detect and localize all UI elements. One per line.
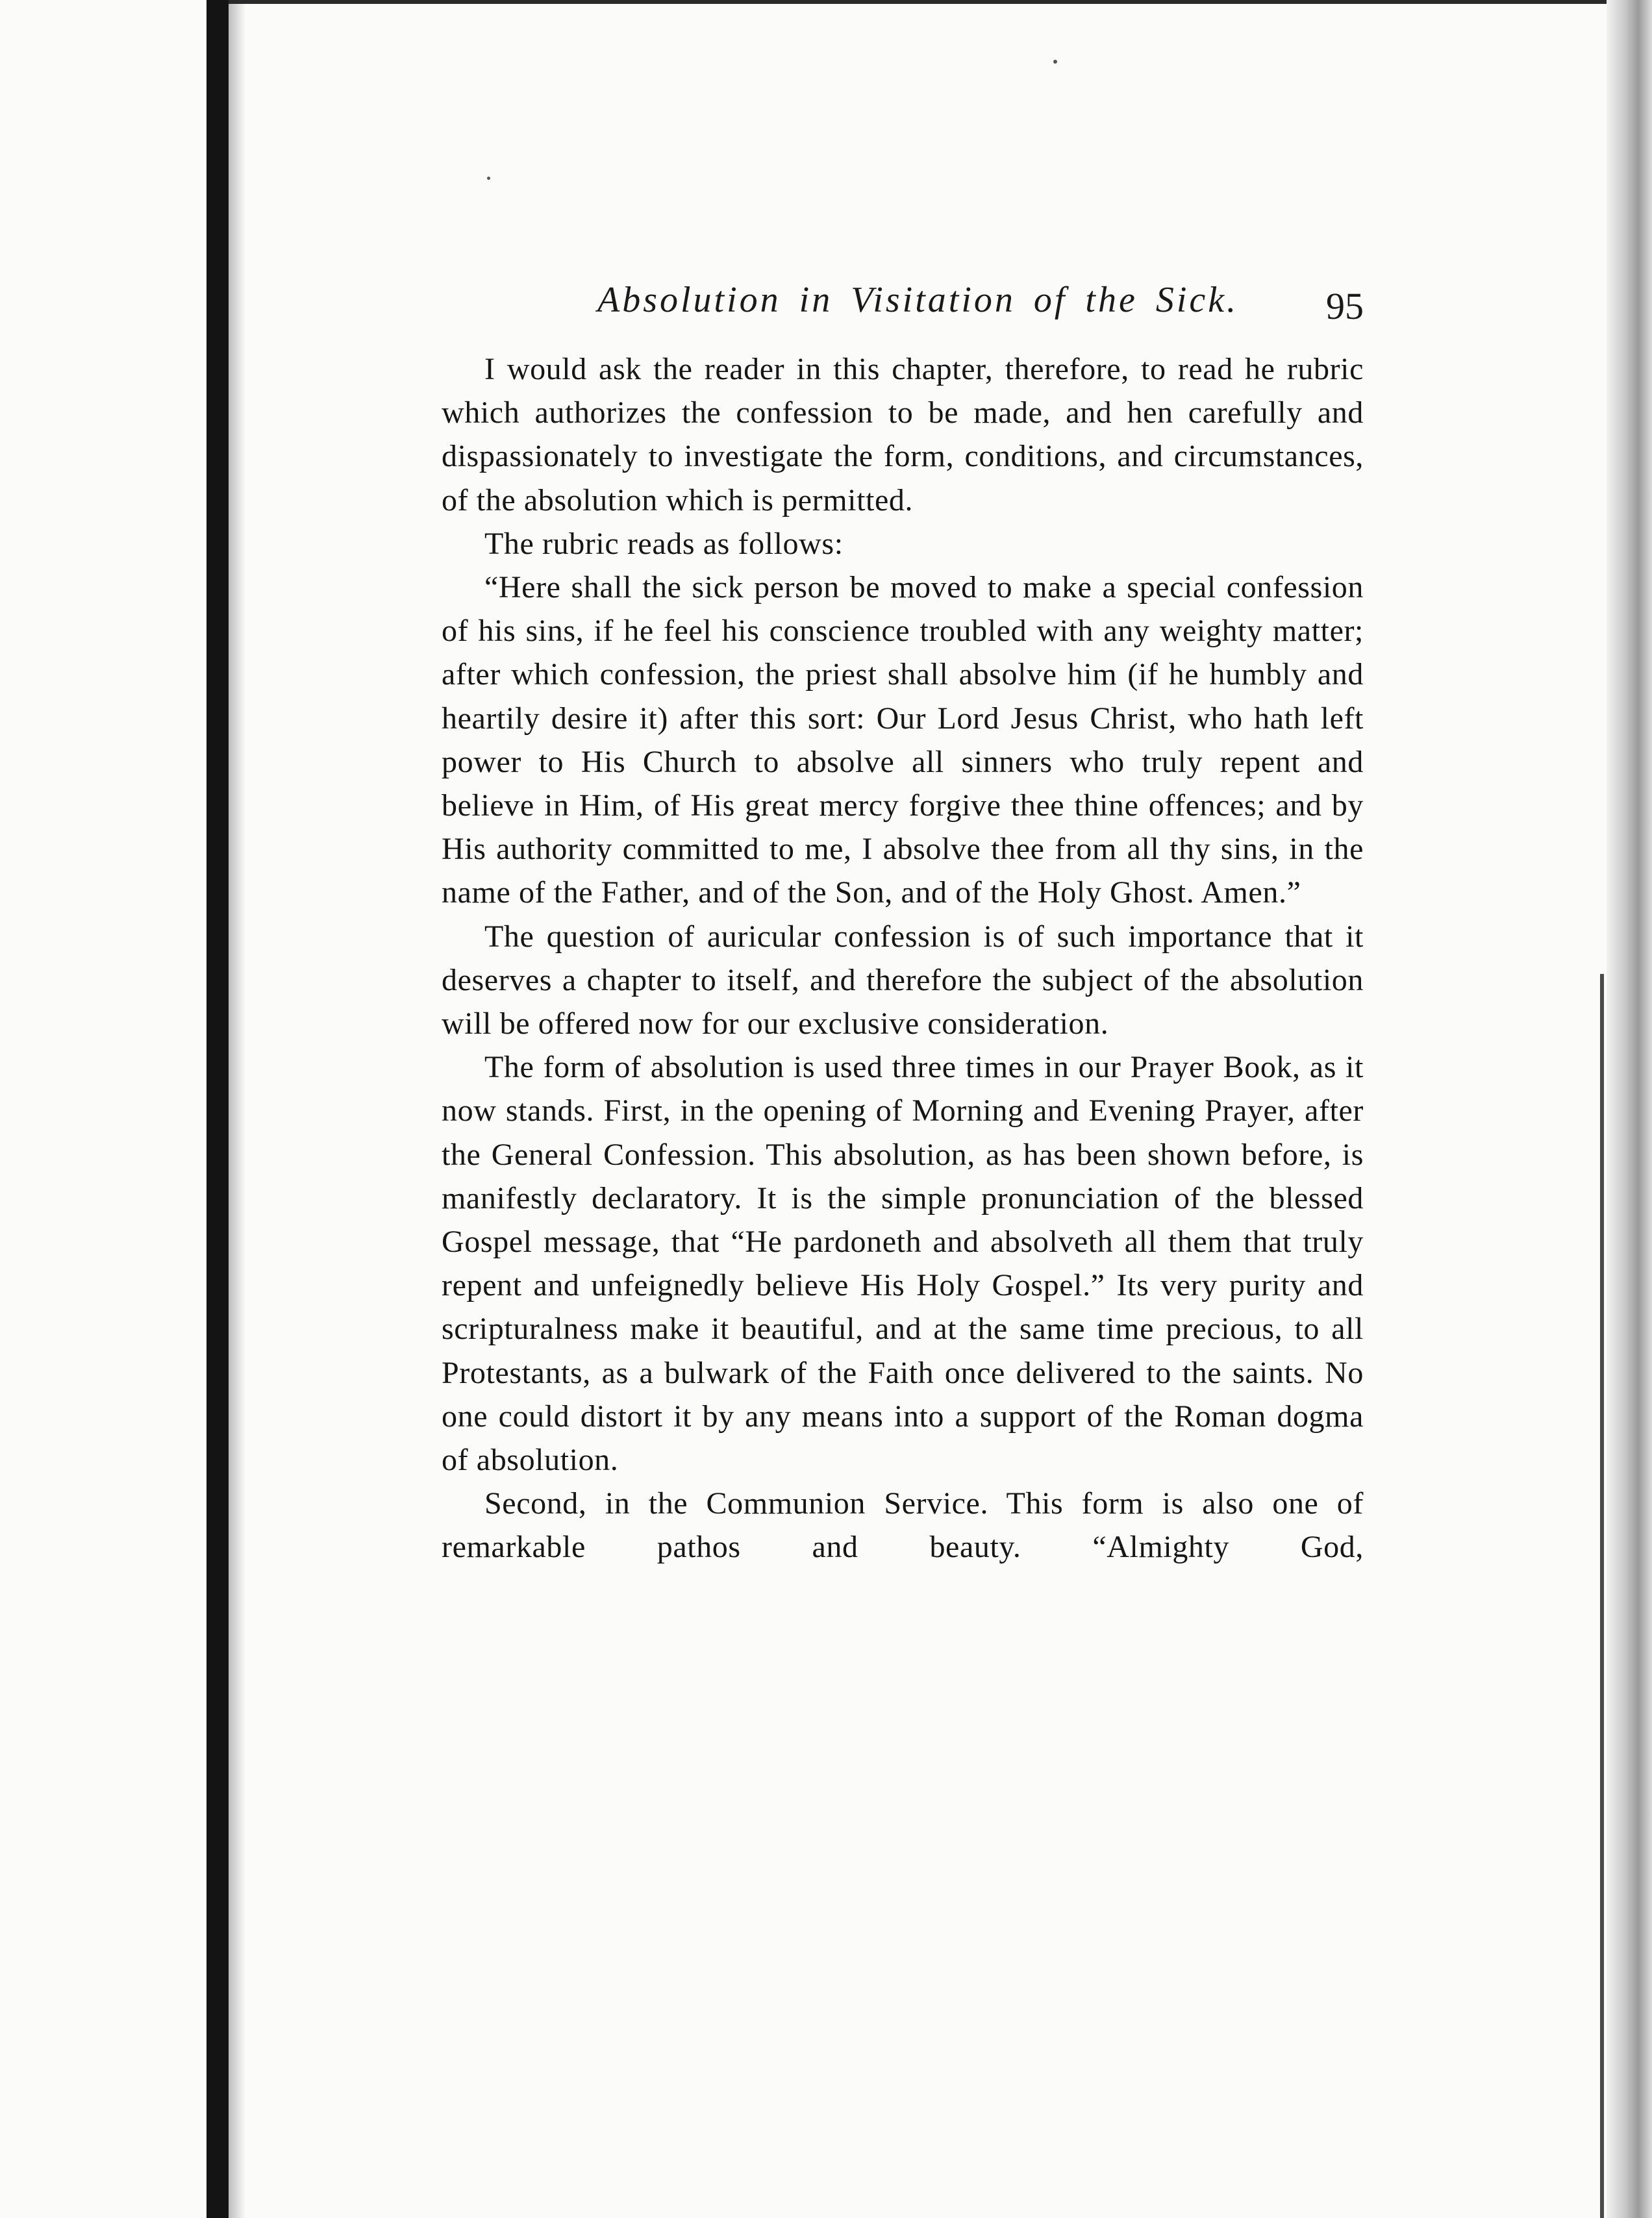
- binding-edge: [206, 0, 229, 2218]
- top-page-edge: [229, 0, 1652, 4]
- paragraph: The form of absolution is used three times in our Prayer Book, as it now stands. First, in the opening of Morning and Evening Prayer, after the General Confession. This absolution, as has been shown before, is manifestly declaratory. It is the simple pronunciation of the blessed Gospel message, that “He pardoneth and absolveth all them that truly repent and unfeignedly believe His Holy Gospel.” Its very purity and scripturalness make it beautiful, and at the same time precious, to all Protestants, as a bulwark of the Faith once delivered to the saints. No one could distort it by any means into a support of the Roman dogma of absolution.: [442, 1050, 1364, 1478]
- scan-speck: [1053, 60, 1057, 64]
- running-title: Absolution in Visitation of the Sick.: [597, 280, 1239, 320]
- paragraph: I would ask the reader in this chapter, therefore, to read he rubric which authorizes the confession to be made, and hen carefully and dispassionately to investigate the form, conditions, and circumstances, of the absolution which is permitted.: [442, 352, 1364, 517]
- page-number: 95: [1326, 285, 1364, 327]
- running-head: [442, 279, 1364, 338]
- quoted-rubric: “Here shall the sick person be moved to make a special confession of his sins, if he feel his conscience troubled with any weighty matter; after which confession, the priest shall absolve him (if he humbly and heartily desire it) after this sort: Our Lord Jesus Christ, who hath left power to His Church to absolve all sinners who truly repent and believe in Him, of His great mercy forgive thee thine offences; and by His authority committed to me, I absolve thee from all thy sins, in the name of the Father, and of the Son, and of the Holy Ghost. Amen.”: [442, 570, 1364, 910]
- scan-speck: [487, 177, 490, 180]
- paragraph: The rubric reads as follows:: [484, 526, 844, 561]
- binding-shadow: [229, 0, 245, 2218]
- page-edge-line: [1600, 974, 1604, 2218]
- body-text: [442, 347, 1364, 1569]
- paragraph: The question of auricular confession is of such importance that it deserves a chapter to itself, and therefore the subject of the absolution will be offered now for our exclusive consideration.: [442, 919, 1364, 1041]
- paragraph: Second, in the Communion Service. This form is also one of remarkable pathos and beauty. “Almighty God,: [442, 1486, 1364, 1565]
- page-edge-right: [1607, 0, 1652, 2218]
